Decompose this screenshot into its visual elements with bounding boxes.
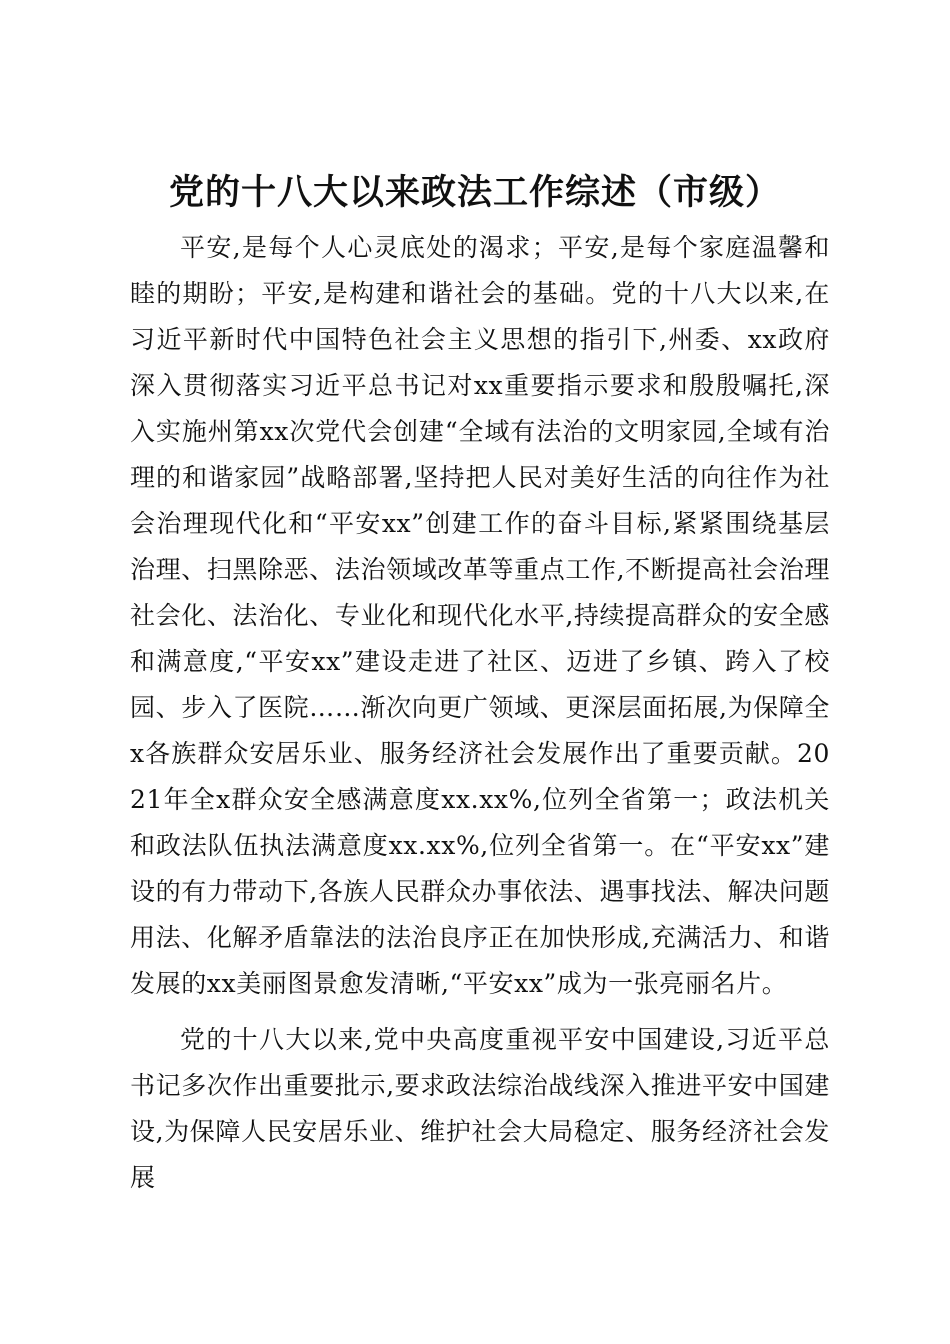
- paragraph-1: 平安,是每个人心灵底处的渴求；平安,是每个家庭温馨和睦的期盼；平安,是构建和谐社会的基础。党的十八大以来,在习近平新时代中国特色社会主义思想的指引下,州委、xx政府深入贯彻落实习近平总书记对xx重要指示要求和殷殷嘱托,深入实施州第xx次党代会创建“全域有法治的文明家园,全域有治理的和谐家园”战略部署,坚持把人民对美好生活的向往作为社会治理现代化和“平安xx”创建工作的奋斗目标,紧紧围绕基层治理、扫黑除恶、法治领域改革等重点工作,不断提高社会治理社会化、法治化、专业化和现代化水平,持续提高群众的安全感和满意度,“平安xx”建设走进了社区、迈进了乡镇、跨入了校园、步入了医院……渐次向更广领域、更深层面拓展,为保障全x各族群众安居乐业、服务经济社会发展作出了重要贡献。2021年全x群众安全感满意度xx.xx%,位列全省第一；政法机关和政法队伍执法满意度xx.xx%,位列全省第一。在“平安xx”建设的有力带动下,各族人民群众办事依法、遇事找法、解决问题用法、化解矛盾靠法的法治良序正在加快形成,充满活力、和谐发展的xx美丽图景愈发清晰,“平安xx”成为一张亮丽名片。: [130, 233, 830, 998]
- document-body: [130, 225, 830, 1201]
- paragraph-2: 党的十八大以来,党中央高度重视平安中国建设,习近平总书记多次作出重要批示,要求政法综治战线深入推进平安中国建设,为保障人民安居乐业、维护社会大局稳定、服务经济社会发展: [130, 1025, 830, 1192]
- document-title: 党的十八大以来政法工作综述（市级）: [168, 172, 781, 213]
